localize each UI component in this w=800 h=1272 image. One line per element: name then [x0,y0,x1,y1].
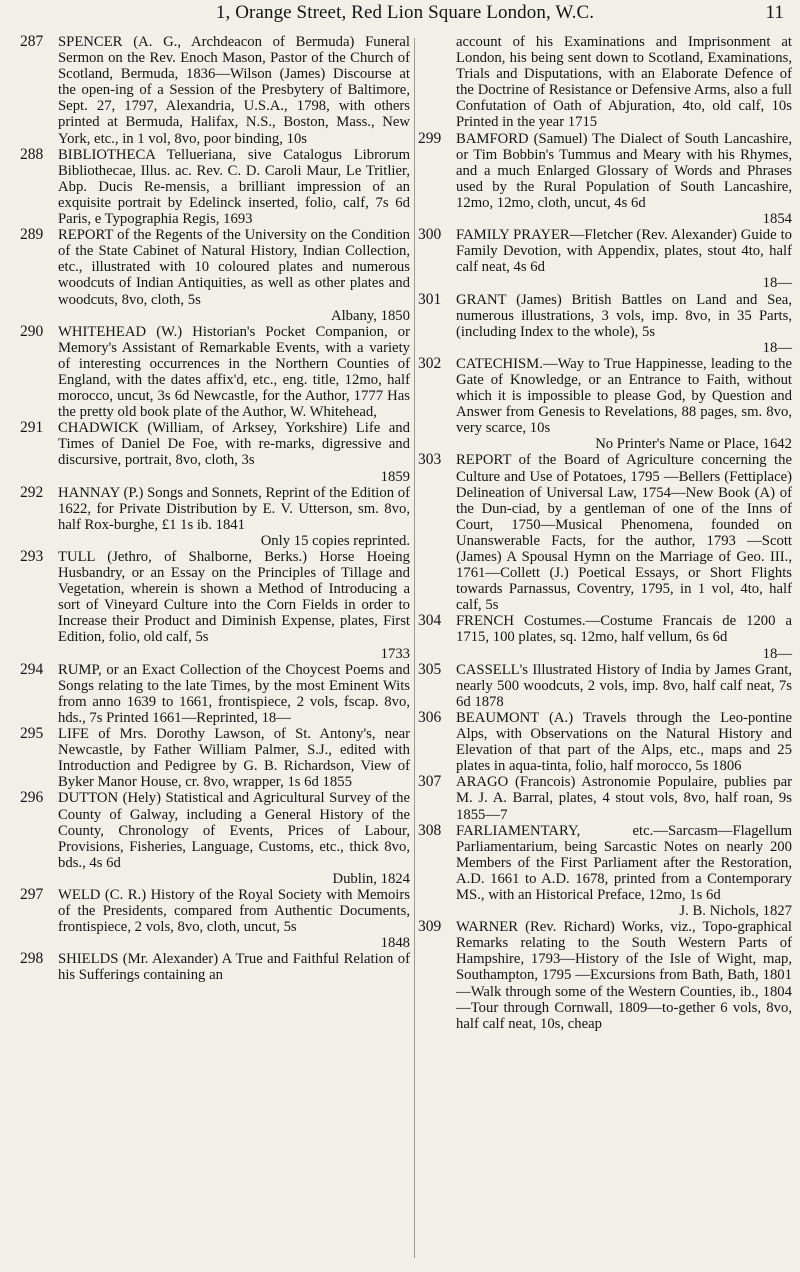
entry-number: 298 [20,950,44,968]
catalogue-entry [20,790,410,887]
entry-text: FRENCH Costumes.—Costume Francais de 1200 a 1715, 100 plates, sq. 12mo, half vellum, 6s 6d [456,613,792,646]
entry-number: 288 [20,145,44,163]
entry-imprint: Albany, 1850 [330,307,410,324]
entry-number: 287 [20,33,44,50]
entry-text: CHADWICK (William, of Arksey, Yorkshire) Life and Times of Daniel De Foe, with re-marks, digressive and discursive, portrait, 8vo, cloth, 3s [58,420,410,469]
catalogue-entry [418,227,792,291]
entry-text: FARLIAMENTARY, etc.—Sarcasm—Flagellum Parliamentarium, being Sarcastic Notes on nearly 200 Members of the First Parliament after the Restoration, A.D. 1661 to A.D. 1678, printed from a Contemporary MS., with an Historical Preface, 12mo, 1s 6d [456,822,792,903]
entry-text: BAMFORD (Samuel) The Dialect of South Lancashire, or Tim Bobbin's Tummus and Meary with his Rhymes, and a much Enlarged Glossary of Words and Phrases used by the Rural Population of South Lancashire, 12mo, 12mo, cloth, uncut, 4s 6d [456,130,792,211]
entry-imprint: 1859 [380,468,410,485]
entry-number: 296 [20,789,44,807]
entry-number: 304 [418,612,442,630]
entry-number: 299 [418,129,442,147]
entry-imprint: 1848 [380,935,410,952]
entry-text: RUMP, or an Exact Collection of the Choycest Poems and Songs relating to the late Times, by the most Eminent Wits from anno 1639 to 1661, frontispiece, 2 vols, fscap. 8vo, hds., 7s Printed 1661—Reprinted, 18— [58,661,410,726]
entry-number: 293 [20,548,44,565]
catalogue-entry [20,324,410,421]
entry-number: 292 [20,483,44,501]
catalogue-entry [418,292,792,356]
entry-text: WHITEHEAD (W.) Historian's Pocket Companion, or Memory's Assistant of Remarkable Events, with a variety of interesting occurrences in the Northern Counties of England, with the dates affix'd, etc., eng. title, 12mo, half morocco, uncut, 3s 6d Newcastle, for the Author, 1777 Has the pretty old book plate of the Author, W. Whitehead, [58,323,410,421]
header-address: 1, Orange Street, Red Lion Square London, W.C. [215,2,595,23]
page-header [20,2,790,26]
entry-number: 290 [20,322,44,340]
catalogue-entry [418,34,792,131]
entry-number: 291 [20,419,44,437]
entry-number: 300 [418,226,442,244]
entry-text: WARNER (Rev. Richard) Works, viz., Topo-graphical Remarks relating to the South Western Parts of Hampshire, 1793—History of the Isle of Wight, map, Southampton, 1795 —Excursions from Bath, Bath, 1801—Walk through some of the Western Counties, ib., 1804—Tour through Cornwall, 1809—to-gether 6 vols, 8vo, half calf neat, 10s, cheap [456,919,792,1032]
entry-imprint: J. B. Nichols, 1827 [679,903,792,920]
catalogue-entry [20,549,410,662]
catalogue-entry [418,919,792,1032]
entry-text: HANNAY (P.) Songs and Sonnets, Reprint of the Edition of 1622, for Private Distribution by E. V. Utterson, sm. 8vo, half Rox-burghe, £1 1s ib. 1841 [58,484,410,533]
catalogue-entry [20,662,410,726]
catalogue-entry [20,951,410,983]
entry-text: SPENCER (A. G., Archdeacon of Bermuda) Funeral Sermon on the Rev. Enoch Mason, Pastor of the Church of Scotland, Bermuda, 1836—Wilson (James) Discourse at the open-ing of a Session of the Presbytery of Baltimore, Sept. 27, 1797, Alexandria, U.S.A., 1798, with others printed at Bermuda, Halifax, N.S., Boston, Mass., New York, etc., in 1 vol, 8vo, poor binding, 10s [58,34,410,147]
entry-number: 294 [20,660,44,678]
catalogue-entry [20,34,410,147]
page-number: 11 [765,2,784,23]
entry-number: 307 [418,773,442,791]
left-column [20,34,410,984]
catalogue-entry [418,710,792,774]
entry-number: 301 [418,290,442,308]
entry-text: REPORT of the Board of Agriculture concerning the Culture and Use of Potatoes, 1795 —Bellers (Fettiplace) Delineation of Universal Law, 1754—New Book (A) of the Dun-ciad, by a gentleman of one of the Inns of Court, 1750—Musical Phenomena, founded on Unanswerable Facts, for the author, 1793 —Scott (James) A Spousal Hymn on the Marriage of Geo. III., 1761—Collett (J.) Poetical Essays, or Short Flights towards Parnassus, Coventry, 1795, in 1 vol, 4to, half calf, 5s [456,452,792,614]
entry-number: 308 [418,821,442,839]
entry-imprint: 18— [762,339,792,356]
entry-imprint: 18— [762,645,792,662]
catalogue-entry [418,774,792,822]
entry-text: CATECHISM.—Way to True Happinesse, leading to the Gate of Knowledge, or an Entrance to Faith, without which it is impossible to please God, by Question and Answer from Genesis to Revelations, 88 pages, sm. 8vo, very scarce, 10s [456,355,792,437]
entry-imprint: Only 15 copies reprinted. [260,532,410,549]
entry-imprint: Dublin, 1824 [332,870,410,887]
entry-text: BIBLIOTHECA Tellueriana, sive Catalogus Librorum Bibliothecae, Illus. ac. Rev. C. D. Caroli Maur, Le Tritlier, Abp. Ducis Re-mensis, a brilliant impression of an exquisite portrait by Edelinck inserted, folio, calf, 7s 6d Paris, e Typographia Regis, 1693 [58,146,410,228]
catalogue-entry [20,726,410,790]
entry-imprint: 1854 [762,211,792,228]
catalogue-entry [20,147,410,227]
entry-text: account of his Examinations and Imprisonment at London, his being sent down to Scotland, Examinations, Trials and Disputations, with an Elaborate Defence of the Doctrine of Resistance or Defensive Arms, also a full Confutation of Oath of Abjuration, 4to, old calf, 10s Printed in the year 1715 [456,34,792,131]
entry-text: CASSELL's Illustrated History of India by James Grant, nearly 500 woodcuts, 2 vols, imp. 8vo, half calf neat, 7s 6d 1878 [456,661,792,710]
entry-text: DUTTON (Hely) Statistical and Agricultural Survey of the County of Galway, including a General History of the County, Chronology of Events, Prices of Labour, Provisions, Fisheries, Language, Customs, etc., thick 8vo, bds., 4s 6d [58,790,410,871]
entry-number: 297 [20,885,44,903]
catalogue-entry [418,613,792,661]
catalogue-entry [20,227,410,324]
catalogue-entry [20,887,410,951]
catalogue-entry [20,420,410,484]
entry-text: GRANT (James) British Battles on Land and Sea, numerous illustrations, 3 vols, imp. 8vo, in 35 Parts, (including Index to the whole), 5s [456,291,792,340]
entry-number: 295 [20,725,44,743]
entry-text: LIFE of Mrs. Dorothy Lawson, of St. Antony's, near Newcastle, by Father William Palmer, S.J., edited with Introduction and Pedigree by G. B. Richardson, View of Byker Manor House, cr. 8vo, wrapper, 1s 6d 1855 [58,726,410,791]
catalogue-entry [418,356,792,453]
entry-text: SHIELDS (Mr. Alexander) A True and Faithful Relation of his Sufferings containing an [58,951,410,984]
catalogue-entry [418,131,792,228]
entry-text: BEAUMONT (A.) Travels through the Leo-pontine Alps, with Observations on the Natural History and Elevation of that part of the Alps, etc., maps and 25 plates in aqua-tinta, folio, half morocco, 5s 1806 [456,709,792,775]
column-divider [414,38,415,1258]
entry-number: 303 [418,451,442,469]
entry-text: TULL (Jethro, of Shalborne, Berks.) Horse Hoeing Husbandry, or an Essay on the Principles of Tillage and Vegetation, wherein is shown a Method of Introducing a sort of Vineyard Culture into the Corn Fields in order to Increase their Product and Diminish Expense, plates, First Edition, folio, old calf, 5s [58,549,410,646]
catalogue-entry [20,485,410,549]
catalogue-entry [418,823,792,920]
entry-number: 289 [20,226,44,244]
entry-number: 309 [418,918,442,936]
entry-text: WELD (C. R.) History of the Royal Society with Memoirs of the Presidents, compared from Authentic Documents, frontispiece, 2 vols, 8vo, cloth, uncut, 5s [58,886,410,936]
catalogue-entry [418,452,792,613]
entry-imprint: 18— [762,275,792,292]
entry-text: FAMILY PRAYER—Fletcher (Rev. Alexander) Guide to Family Devotion, with Appendix, plates, stout 4to, half calf neat, 4s 6d [456,227,792,276]
right-column [418,34,792,1032]
entry-text: REPORT of the Regents of the University on the Condition of the State Cabinet of Natural History, Indian Collection, etc., illustrated with 10 coloured plates and numerous woodcuts of Indian Antiquities, as well as other plates and woodcuts, 8vo, cloth, 5s [58,227,410,308]
entry-number: 305 [418,660,442,678]
entry-text: ARAGO (Francois) Astronomie Populaire, publies par M. J. A. Barral, plates, 4 stout vols, 8vo, half roan, 9s 1855—7 [456,774,792,823]
entry-number: 302 [418,354,442,372]
entry-number: 306 [418,708,442,726]
catalogue-entry [418,662,792,710]
entry-imprint: No Printer's Name or Place, 1642 [595,436,792,453]
entry-imprint: 1733 [380,645,410,662]
